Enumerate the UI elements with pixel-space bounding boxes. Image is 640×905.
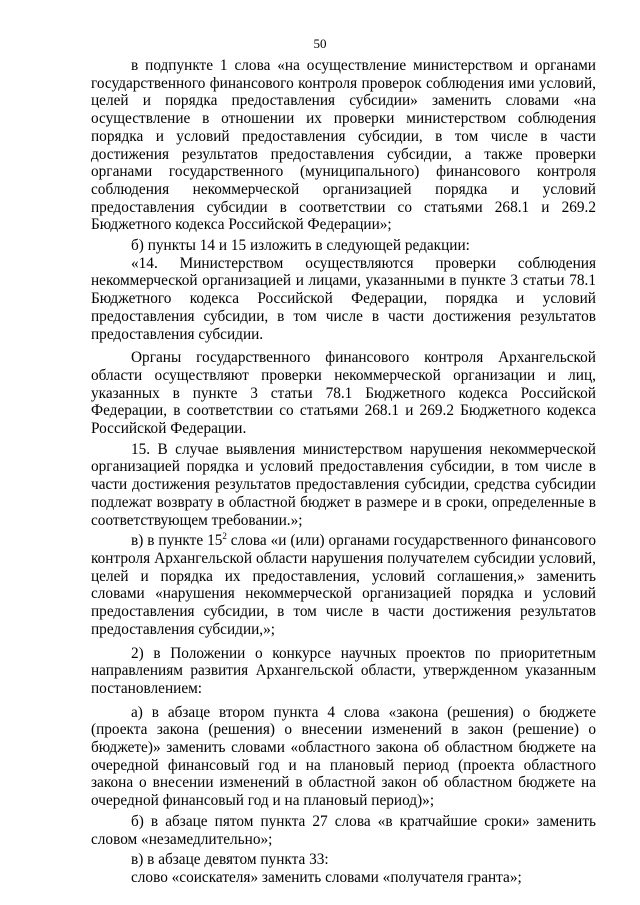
paragraph: а) в абзаце втором пункта 4 слова «закона (решения) о бюджете (проекта закона (решения) о внесении изменений в закон (решение) о бюджете)» заменить словами «областного закона об областном бюджете на очередной финансовый год и на плановый период (проекта областного закона о внесении изменений в областной закон об областном бюджете на очередной финансовый год и на плановый период)»; xyxy=(91,703,596,810)
paragraph: слово «соискателя» заменить словами «получателя гранта»; xyxy=(131,868,522,886)
paragraph: 2) в Положении о конкурсе научных проектов по приоритетным направлениям развития Архангельской области, утвержденном указанным постановлением: xyxy=(91,644,596,697)
paragraph: б) в абзаце пятом пункта 27 слова «в кратчайшие сроки» заменить словом «незамедлительно»; xyxy=(91,812,596,848)
paragraph: б) пункты 14 и 15 изложить в следующей редакции: xyxy=(131,237,470,255)
paragraph: в подпункте 1 слова «на осуществление министерством и органами государственного финансового контроля проверок соблюдения ими условий, целей и порядка предоставления субсидии» заменить словами «на осуществление в отношении их проверки министерством соблюдения порядка и условий предоставления субсидии, в том числе в части достижения результатов предоставления субсидии, а также проверки органами государственного (муниципального) финансового контроля соблюдения некоммерческой организацией порядка и условий предоставления субсидии в соответствии со статьями 268.1 и 269.2 Бюджетного кодекса Российской Федерации»; xyxy=(91,57,596,234)
paragraph: «14. Министерством осуществляются проверки соблюдения некоммерческой организацией и лицами, указанными в пункте 3 статьи 78.1 Бюджетного кодекса Российской Федерации, порядка и условий предоставления субсидии, в том числе в части достижения результатов предоставления субсидии. xyxy=(91,254,596,343)
superscript: 2 xyxy=(222,531,227,542)
paragraph xyxy=(91,532,596,638)
paragraph: в) в абзаце девятом пункта 33: xyxy=(131,851,329,869)
page-number: 50 xyxy=(313,36,327,51)
paragraph-text: в) в пункте 15 xyxy=(131,532,223,550)
document-body xyxy=(91,57,596,887)
paragraph: 15. В случае выявления министерством нарушения некоммерческой организацией порядка и условий предоставления субсидии, в том числе в части достижения результатов предоставления субсидии, средства субсидии подлежат возврату в областной бюджет в размере и в сроки, определенные в соответствующем требовании.»; xyxy=(91,440,596,529)
paragraph-text: слова «и (или) органами государственного финансового контроля Архангельской области нарушения получателем субсидии условий, целей и порядка их предоставления, условий соглашения,» заменить словами «нарушения некоммерческой организацией порядка и условий предоставления субсидии, в том числе в части достижения результатов предоставления субсидии,»; xyxy=(91,532,596,638)
paragraph: Органы государственного финансового контроля Архангельской области осуществляют проверки некоммерческой организации и лиц, указанных в пункте 3 статьи 78.1 Бюджетного кодекса Российской Федерации, в соответствии со статьями 268.1 и 269.2 Бюджетного кодекса Российской Федерации. xyxy=(91,349,596,438)
